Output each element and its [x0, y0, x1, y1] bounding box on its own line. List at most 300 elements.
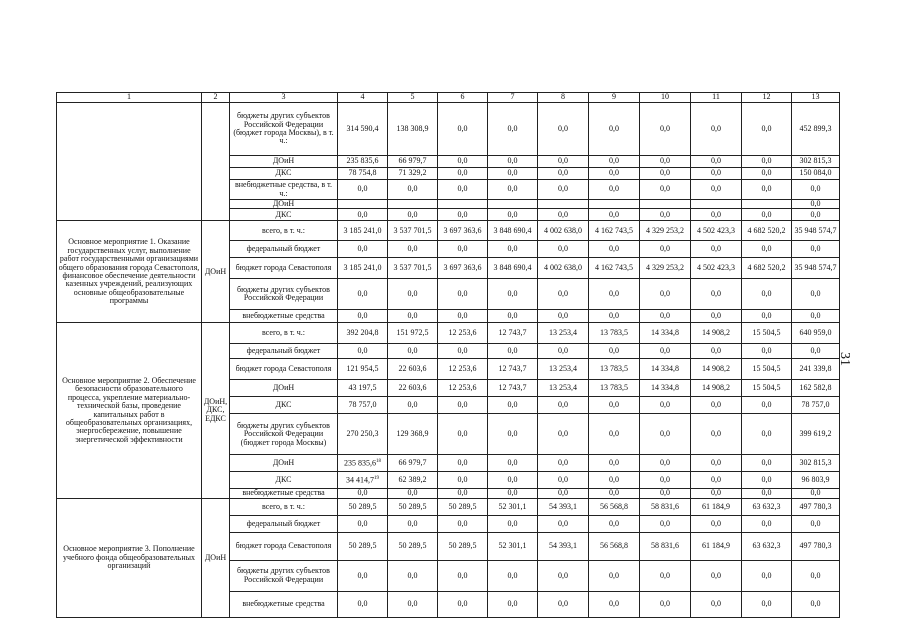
source-label: ДОиН — [230, 455, 338, 472]
value-cell: 56 568,8 — [589, 498, 640, 515]
value-cell: 0,0 — [691, 241, 742, 258]
source-label: ДОиН — [230, 200, 338, 209]
value-cell: 4 002 638,0 — [538, 258, 589, 279]
value-cell: 0,0 — [438, 279, 488, 310]
value-cell: 4 502 423,3 — [691, 221, 742, 241]
value-cell: 35 948 574,7 — [792, 221, 840, 241]
value-cell: 52 301,1 — [488, 532, 538, 560]
value-cell: 0,0 — [589, 397, 640, 414]
value-cell: 0,0 — [538, 397, 589, 414]
value-cell: 0,0 — [438, 209, 488, 221]
value-cell: 0,0 — [792, 310, 840, 323]
value-cell: 61 184,9 — [691, 532, 742, 560]
value-cell: 0,0 — [691, 103, 742, 156]
value-cell: 78 757,0 — [792, 397, 840, 414]
value-cell: 4 682 520,2 — [742, 258, 792, 279]
value-cell: 129 368,9 — [388, 414, 438, 455]
value-cell: 0,0 — [488, 279, 538, 310]
value-cell: 0,0 — [691, 591, 742, 617]
value-cell: 0,0 — [742, 414, 792, 455]
value-cell: 13 253,4 — [538, 359, 589, 380]
value-cell: 63 632,3 — [742, 498, 792, 515]
value-cell: 0,0 — [742, 489, 792, 498]
table-row — [57, 498, 840, 515]
value-cell: 22 603,6 — [388, 359, 438, 380]
value-cell: 50 289,5 — [338, 498, 388, 515]
value-cell: 0,0 — [792, 344, 840, 359]
value-cell: 14 334,8 — [640, 323, 691, 344]
cell-value: 235 835,6 — [344, 458, 376, 468]
value-cell: 0,0 — [742, 344, 792, 359]
column-header: 9 — [589, 93, 640, 103]
value-cell: 0,0 — [742, 156, 792, 168]
value-cell: 0,0 — [640, 344, 691, 359]
value-cell: 0,0 — [691, 156, 742, 168]
value-cell: 14 908,2 — [691, 359, 742, 380]
value-cell: 0,0 — [589, 209, 640, 221]
value-cell: 13 253,4 — [538, 323, 589, 344]
value-cell: 13 783,5 — [589, 359, 640, 380]
executor-cell: ДОиН, ДКС, ЕДКС — [202, 323, 230, 498]
value-cell: 0,0 — [589, 180, 640, 200]
value-cell: 0,0 — [589, 344, 640, 359]
value-cell — [538, 200, 589, 209]
source-label: ДКС — [230, 209, 338, 221]
value-cell: 0,0 — [589, 414, 640, 455]
value-cell: 0,0 — [538, 156, 589, 168]
value-cell: 12 253,6 — [438, 359, 488, 380]
value-cell: 0,0 — [742, 310, 792, 323]
value-cell: 0,0 — [640, 180, 691, 200]
value-cell: 0,0 — [438, 414, 488, 455]
value-cell: 0,0 — [538, 241, 589, 258]
value-cell: 0,0 — [488, 241, 538, 258]
value-cell: 235 835,6 — [338, 156, 388, 168]
value-cell: 0,0 — [338, 279, 388, 310]
value-cell: 0,0 — [691, 472, 742, 489]
value-cell: 0,0 — [538, 472, 589, 489]
value-cell: 14 334,8 — [640, 359, 691, 380]
source-label: бюджеты других субъектов Российской Федерации — [230, 560, 338, 591]
value-cell: 0,0 — [488, 156, 538, 168]
value-cell: 12 743,7 — [488, 359, 538, 380]
value-cell: 151 972,5 — [388, 323, 438, 344]
value-cell: 0,0 — [742, 180, 792, 200]
value-cell: 4 162 743,5 — [589, 221, 640, 241]
value-cell: 0,0 — [640, 472, 691, 489]
value-cell: 13 253,4 — [538, 380, 589, 397]
value-cell: 497 780,3 — [792, 498, 840, 515]
value-cell: 0,0 — [589, 489, 640, 498]
value-cell: 497 780,3 — [792, 532, 840, 560]
value-cell: 0,0 — [640, 279, 691, 310]
value-cell: 14 908,2 — [691, 380, 742, 397]
value-cell: 0,0 — [388, 241, 438, 258]
value-cell: 0,0 — [538, 414, 589, 455]
value-cell: 0,0 — [792, 241, 840, 258]
measure-name-cell: Основное мероприятие 1. Оказание государственных услуг, выполнение работ государственными организациями общего образования города Севастополя, финансовое обеспечение деятельности казенных учреждений, реализующих основные общеобразовательные программы — [57, 221, 202, 323]
value-cell: 0,0 — [338, 489, 388, 498]
value-cell: 14 334,8 — [640, 380, 691, 397]
value-cell: 399 619,2 — [792, 414, 840, 455]
value-cell: 0,0 — [388, 209, 438, 221]
value-cell: 50 289,5 — [338, 532, 388, 560]
value-cell: 0,0 — [640, 560, 691, 591]
value-cell: 3 537 701,5 — [388, 221, 438, 241]
value-cell: 0,0 — [538, 209, 589, 221]
value-cell: 162 582,8 — [792, 380, 840, 397]
value-cell: 0,0 — [640, 156, 691, 168]
value-cell: 0,0 — [538, 560, 589, 591]
cell-value: 34 414,7 — [346, 475, 374, 485]
value-cell: 0,0 — [589, 472, 640, 489]
value-cell: 3 537 701,5 — [388, 258, 438, 279]
value-cell: 43 197,5 — [338, 380, 388, 397]
value-cell: 0,0 — [538, 310, 589, 323]
value-cell: 62 389,2 — [388, 472, 438, 489]
value-cell: 96 803,9 — [792, 472, 840, 489]
value-cell: 0,0 — [488, 472, 538, 489]
value-cell: 0,0 — [338, 515, 388, 532]
source-label: всего, в т. ч.: — [230, 221, 338, 241]
source-label: ДКС — [230, 168, 338, 180]
value-cell: 0,0 — [792, 515, 840, 532]
value-cell: 0,0 — [589, 241, 640, 258]
value-cell: 0,0 — [792, 180, 840, 200]
value-cell: 0,0 — [388, 489, 438, 498]
value-cell: 0,0 — [742, 515, 792, 532]
value-cell: 0,0 — [640, 241, 691, 258]
value-cell: 3 185 241,0 — [338, 258, 388, 279]
value-cell: 50 289,5 — [438, 532, 488, 560]
value-cell: 0,0 — [488, 560, 538, 591]
value-cell: 0,0 — [742, 168, 792, 180]
value-cell: 0,0 — [438, 472, 488, 489]
value-cell: 0,0 — [589, 279, 640, 310]
source-label: всего, в т. ч.: — [230, 498, 338, 515]
column-header: 5 — [388, 93, 438, 103]
value-cell: 0,0 — [388, 180, 438, 200]
value-cell: 0,0 — [438, 560, 488, 591]
value-cell: 121 954,5 — [338, 359, 388, 380]
value-cell: 0,0 — [538, 591, 589, 617]
source-label: ДОиН — [230, 380, 338, 397]
value-cell: 0,0 — [388, 344, 438, 359]
value-cell: 150 084,0 — [792, 168, 840, 180]
value-cell: 0,0 — [488, 209, 538, 221]
table-row — [57, 103, 840, 156]
value-cell: 0,0 — [742, 279, 792, 310]
value-cell: 12 743,7 — [488, 380, 538, 397]
value-cell: 50 289,5 — [438, 498, 488, 515]
value-cell — [338, 200, 388, 209]
value-cell: 0,0 — [438, 515, 488, 532]
value-cell: 0,0 — [438, 344, 488, 359]
value-cell: 138 308,9 — [388, 103, 438, 156]
executor-cell: ДОиН — [202, 498, 230, 617]
value-cell: 15 504,5 — [742, 359, 792, 380]
value-cell: 0,0 — [438, 397, 488, 414]
column-header: 12 — [742, 93, 792, 103]
value-cell: 12 743,7 — [488, 323, 538, 344]
source-label: федеральный бюджет — [230, 344, 338, 359]
value-cell: 0,0 — [691, 279, 742, 310]
value-cell: 0,0 — [742, 560, 792, 591]
value-cell: 0,0 — [640, 103, 691, 156]
value-cell: 452 899,3 — [792, 103, 840, 156]
value-cell: 0,0 — [488, 180, 538, 200]
value-cell: 640 959,0 — [792, 323, 840, 344]
value-cell: 0,0 — [691, 168, 742, 180]
value-cell: 0,0 — [589, 168, 640, 180]
value-cell: 0,0 — [388, 560, 438, 591]
value-cell: 0,0 — [589, 455, 640, 472]
value-cell: 0,0 — [338, 344, 388, 359]
value-cell: 0,0 — [691, 397, 742, 414]
value-cell: 0,0 — [438, 310, 488, 323]
value-cell: 0,0 — [538, 168, 589, 180]
value-cell: 0,0 — [742, 103, 792, 156]
value-cell: 0,0 — [338, 241, 388, 258]
measure-name-cell — [57, 103, 202, 221]
value-cell: 270 250,3 — [338, 414, 388, 455]
value-cell: 0,0 — [538, 180, 589, 200]
column-header: 10 — [640, 93, 691, 103]
measure-name-cell: Основное мероприятие 2. Обеспечение безопасности образовательного процесса, укрепление материально-технической базы, проведение капитальных работ в общеобразовательных организациях, энергосбережение, повышение энергетической эффективности — [57, 323, 202, 498]
column-header: 8 — [538, 93, 589, 103]
value-cell — [338, 455, 388, 472]
value-cell: 0,0 — [640, 455, 691, 472]
value-cell: 302 815,3 — [792, 455, 840, 472]
source-label: бюджет города Севастополя — [230, 532, 338, 560]
column-header: 2 — [202, 93, 230, 103]
value-cell: 0,0 — [338, 209, 388, 221]
source-label: внебюджетные средства — [230, 591, 338, 617]
value-cell: 0,0 — [691, 344, 742, 359]
value-cell: 63 632,3 — [742, 532, 792, 560]
value-cell: 0,0 — [438, 591, 488, 617]
value-cell: 302 815,3 — [792, 156, 840, 168]
value-cell: 56 568,8 — [589, 532, 640, 560]
value-cell: 0,0 — [691, 414, 742, 455]
measure-name-cell: Основное мероприятие 3. Пополнение учебного фонда общеобразовательных организаций — [57, 498, 202, 617]
value-cell: 0,0 — [691, 560, 742, 591]
source-label: ДКС — [230, 397, 338, 414]
value-cell: 3 697 363,6 — [438, 258, 488, 279]
value-cell: 0,0 — [640, 168, 691, 180]
page-number: 31 — [837, 352, 852, 366]
source-label: бюджет города Севастополя — [230, 359, 338, 380]
value-cell: 15 504,5 — [742, 380, 792, 397]
value-cell: 0,0 — [438, 180, 488, 200]
value-cell: 0,0 — [589, 591, 640, 617]
value-cell: 4 162 743,5 — [589, 258, 640, 279]
value-cell: 15 504,5 — [742, 323, 792, 344]
value-cell: 66 979,7 — [388, 455, 438, 472]
value-cell: 0,0 — [589, 515, 640, 532]
value-cell: 0,0 — [538, 515, 589, 532]
value-cell: 0,0 — [438, 168, 488, 180]
footnote-ref: 18 — [376, 458, 381, 464]
value-cell: 392 204,8 — [338, 323, 388, 344]
value-cell: 0,0 — [388, 397, 438, 414]
value-cell: 3 848 690,4 — [488, 258, 538, 279]
value-cell — [691, 200, 742, 209]
value-cell: 50 289,5 — [388, 532, 438, 560]
source-label: внебюджетные средства, в т. ч.: — [230, 180, 338, 200]
header-row — [57, 93, 840, 103]
value-cell: 4 329 253,2 — [640, 258, 691, 279]
value-cell: 0,0 — [589, 310, 640, 323]
value-cell: 0,0 — [589, 103, 640, 156]
value-cell: 3 848 690,4 — [488, 221, 538, 241]
value-cell: 58 831,6 — [640, 532, 691, 560]
value-cell: 0,0 — [792, 279, 840, 310]
value-cell: 0,0 — [488, 591, 538, 617]
value-cell: 0,0 — [488, 489, 538, 498]
value-cell: 14 908,2 — [691, 323, 742, 344]
executor-cell: ДОиН — [202, 221, 230, 323]
value-cell: 0,0 — [691, 455, 742, 472]
value-cell: 0,0 — [792, 591, 840, 617]
value-cell: 0,0 — [640, 310, 691, 323]
value-cell: 0,0 — [792, 209, 840, 221]
value-cell: 50 289,5 — [388, 498, 438, 515]
budget-table — [56, 92, 840, 618]
value-cell: 314 590,4 — [338, 103, 388, 156]
column-header: 11 — [691, 93, 742, 103]
value-cell: 71 329,2 — [388, 168, 438, 180]
table-row — [57, 221, 840, 241]
value-cell: 0,0 — [338, 310, 388, 323]
value-cell: 0,0 — [589, 560, 640, 591]
value-cell — [438, 200, 488, 209]
value-cell: 0,0 — [691, 489, 742, 498]
value-cell: 0,0 — [792, 489, 840, 498]
value-cell — [640, 200, 691, 209]
value-cell: 13 783,5 — [589, 380, 640, 397]
value-cell: 0,0 — [538, 455, 589, 472]
value-cell: 0,0 — [742, 455, 792, 472]
value-cell: 4 329 253,2 — [640, 221, 691, 241]
value-cell: 3 697 363,6 — [438, 221, 488, 241]
column-header: 7 — [488, 93, 538, 103]
source-label: бюджет города Севастополя — [230, 258, 338, 279]
value-cell: 0,0 — [589, 156, 640, 168]
value-cell: 0,0 — [792, 560, 840, 591]
value-cell: 0,0 — [438, 241, 488, 258]
value-cell: 0,0 — [488, 455, 538, 472]
source-label: бюджеты других субъектов Российской Федерации (бюджет города Москвы), в т. ч.: — [230, 103, 338, 156]
value-cell: 0,0 — [691, 515, 742, 532]
value-cell: 0,0 — [640, 489, 691, 498]
value-cell: 12 253,6 — [438, 323, 488, 344]
value-cell: 54 393,1 — [538, 498, 589, 515]
value-cell: 0,0 — [640, 209, 691, 221]
value-cell — [388, 200, 438, 209]
value-cell: 0,0 — [488, 515, 538, 532]
value-cell: 0,0 — [488, 310, 538, 323]
value-cell: 0,0 — [538, 489, 589, 498]
table-row — [57, 323, 840, 344]
value-cell: 0,0 — [691, 209, 742, 221]
source-label: внебюджетные средства — [230, 310, 338, 323]
source-label: федеральный бюджет — [230, 241, 338, 258]
source-label: федеральный бюджет — [230, 515, 338, 532]
value-cell: 22 603,6 — [388, 380, 438, 397]
column-header: 6 — [438, 93, 488, 103]
column-header: 13 — [792, 93, 840, 103]
value-cell: 0,0 — [742, 241, 792, 258]
value-cell: 12 253,6 — [438, 380, 488, 397]
value-cell: 0,0 — [792, 200, 840, 209]
value-cell — [589, 200, 640, 209]
source-label: бюджеты других субъектов Российской Федерации — [230, 279, 338, 310]
value-cell: 0,0 — [438, 489, 488, 498]
value-cell — [742, 200, 792, 209]
footnote-ref: 19 — [374, 475, 379, 481]
value-cell — [338, 472, 388, 489]
value-cell: 0,0 — [388, 279, 438, 310]
value-cell: 0,0 — [742, 209, 792, 221]
source-label: внебюджетные средства — [230, 489, 338, 498]
value-cell: 4 502 423,3 — [691, 258, 742, 279]
source-label: всего, в т. ч.: — [230, 323, 338, 344]
value-cell: 0,0 — [742, 472, 792, 489]
value-cell: 0,0 — [488, 103, 538, 156]
value-cell: 3 185 241,0 — [338, 221, 388, 241]
value-cell: 0,0 — [388, 515, 438, 532]
value-cell: 0,0 — [538, 279, 589, 310]
executor-cell — [202, 103, 230, 221]
value-cell — [488, 200, 538, 209]
source-label: бюджеты других субъектов Российской Федерации (бюджет города Москвы) — [230, 414, 338, 455]
value-cell: 78 757,0 — [338, 397, 388, 414]
value-cell: 0,0 — [488, 414, 538, 455]
value-cell: 0,0 — [338, 560, 388, 591]
value-cell: 0,0 — [640, 414, 691, 455]
value-cell: 0,0 — [742, 397, 792, 414]
value-cell: 58 831,6 — [640, 498, 691, 515]
source-label: ДОиН — [230, 156, 338, 168]
value-cell: 0,0 — [538, 103, 589, 156]
value-cell: 0,0 — [488, 344, 538, 359]
value-cell: 0,0 — [691, 180, 742, 200]
value-cell: 0,0 — [388, 310, 438, 323]
value-cell: 13 783,5 — [589, 323, 640, 344]
value-cell: 4 682 520,2 — [742, 221, 792, 241]
value-cell: 0,0 — [640, 591, 691, 617]
value-cell: 78 754,8 — [338, 168, 388, 180]
value-cell: 61 184,9 — [691, 498, 742, 515]
value-cell: 0,0 — [438, 103, 488, 156]
source-label: ДКС — [230, 472, 338, 489]
value-cell: 0,0 — [538, 344, 589, 359]
value-cell: 0,0 — [438, 156, 488, 168]
value-cell: 66 979,7 — [388, 156, 438, 168]
value-cell: 0,0 — [640, 515, 691, 532]
value-cell: 0,0 — [388, 591, 438, 617]
value-cell: 4 002 638,0 — [538, 221, 589, 241]
column-header: 1 — [57, 93, 202, 103]
value-cell: 35 948 574,7 — [792, 258, 840, 279]
value-cell: 241 339,8 — [792, 359, 840, 380]
value-cell: 0,0 — [338, 180, 388, 200]
column-header: 4 — [338, 93, 388, 103]
column-header: 3 — [230, 93, 338, 103]
value-cell: 52 301,1 — [488, 498, 538, 515]
value-cell: 54 393,1 — [538, 532, 589, 560]
